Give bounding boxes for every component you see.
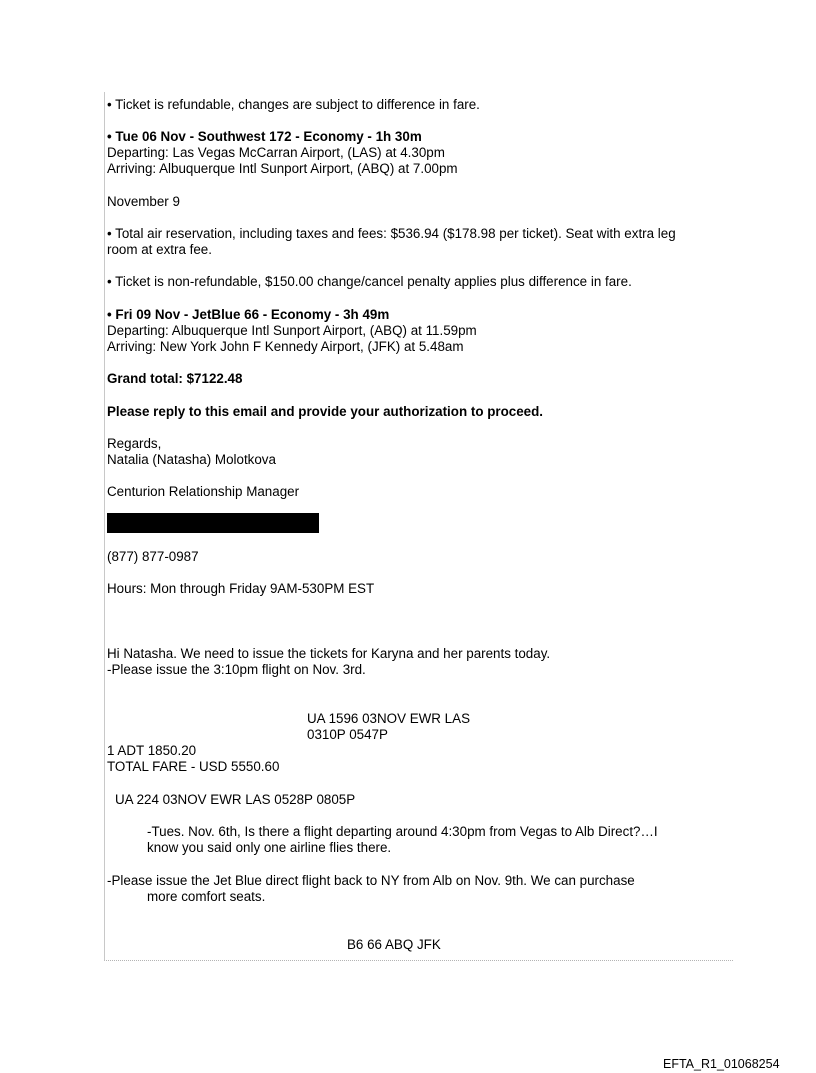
tues-question-line2: know you said only one airline flies there. — [147, 840, 392, 855]
sender-name: Natalia (Natasha) Molotkova — [107, 452, 276, 467]
flight1-departing: Departing: Las Vegas McCarran Airport, (LAS) at 4.30pm — [107, 145, 445, 160]
total-fare: TOTAL FARE - USD 5550.60 — [107, 759, 280, 774]
refund-note: • Ticket is refundable, changes are subject to difference in fare. — [107, 97, 480, 112]
flight2-departing: Departing: Albuquerque Intl Sunport Airport, (ABQ) at 11.59pm — [107, 323, 477, 338]
hours: Hours: Mon through Friday 9AM-530PM EST — [107, 581, 375, 596]
reply-greeting: Hi Natasha. We need to issue the tickets for Karyna and her parents today. — [107, 646, 551, 661]
ua-flight-224: UA 224 03NOV EWR LAS 0528P 0805P — [115, 792, 356, 807]
jetblue-request-line1: -Please issue the Jet Blue direct flight back to NY from Alb on Nov. 9th. We can purchase — [107, 873, 635, 888]
tues-question-line1: -Tues. Nov. 6th, Is there a flight departing around 4:30pm from Vegas to Alb Direct?…I — [147, 824, 658, 839]
date-heading: November 9 — [107, 194, 180, 209]
flight2-arriving: Arriving: New York John F Kennedy Airport, (JFK) at 5.48am — [107, 339, 464, 354]
flight2-header: • Fri 09 Nov - JetBlue 66 - Economy - 3h 49m — [107, 307, 390, 322]
b6-flight: B6 66 ABQ JFK — [347, 937, 441, 952]
sender-title: Centurion Relationship Manager — [107, 484, 300, 499]
ua-flight-1596: UA 1596 03NOV EWR LAS — [307, 711, 470, 726]
regards: Regards, — [107, 436, 162, 451]
reply-request: Please reply to this email and provide your authorization to proceed. — [107, 404, 544, 419]
flight1-arriving: Arriving: Albuquerque Intl Sunport Airport, (ABQ) at 7.00pm — [107, 161, 458, 176]
total-reservation-line2: room at extra fee. — [107, 242, 212, 257]
jetblue-request-line2: more comfort seats. — [147, 889, 266, 904]
redaction-bar — [107, 513, 319, 533]
flight1-header: • Tue 06 Nov - Southwest 172 - Economy - 1h 30m — [107, 129, 422, 144]
document-id: EFTA_R1_01068254 — [663, 1057, 780, 1071]
grand-total: Grand total: $7122.48 — [107, 371, 243, 386]
ua-flight-times: 0310P 0547P — [307, 727, 388, 742]
reply-issue-request: -Please issue the 3:10pm flight on Nov. 3rd. — [107, 662, 366, 677]
fare-line: 1 ADT 1850.20 — [107, 743, 197, 758]
phone: (877) 877-0987 — [107, 549, 199, 564]
total-reservation-line1: • Total air reservation, including taxes and fees: $536.94 ($178.98 per ticket). Seat with extra leg — [107, 226, 676, 241]
nonrefund-note: • Ticket is non-refundable, $150.00 change/cancel penalty applies plus difference in fare. — [107, 274, 632, 289]
